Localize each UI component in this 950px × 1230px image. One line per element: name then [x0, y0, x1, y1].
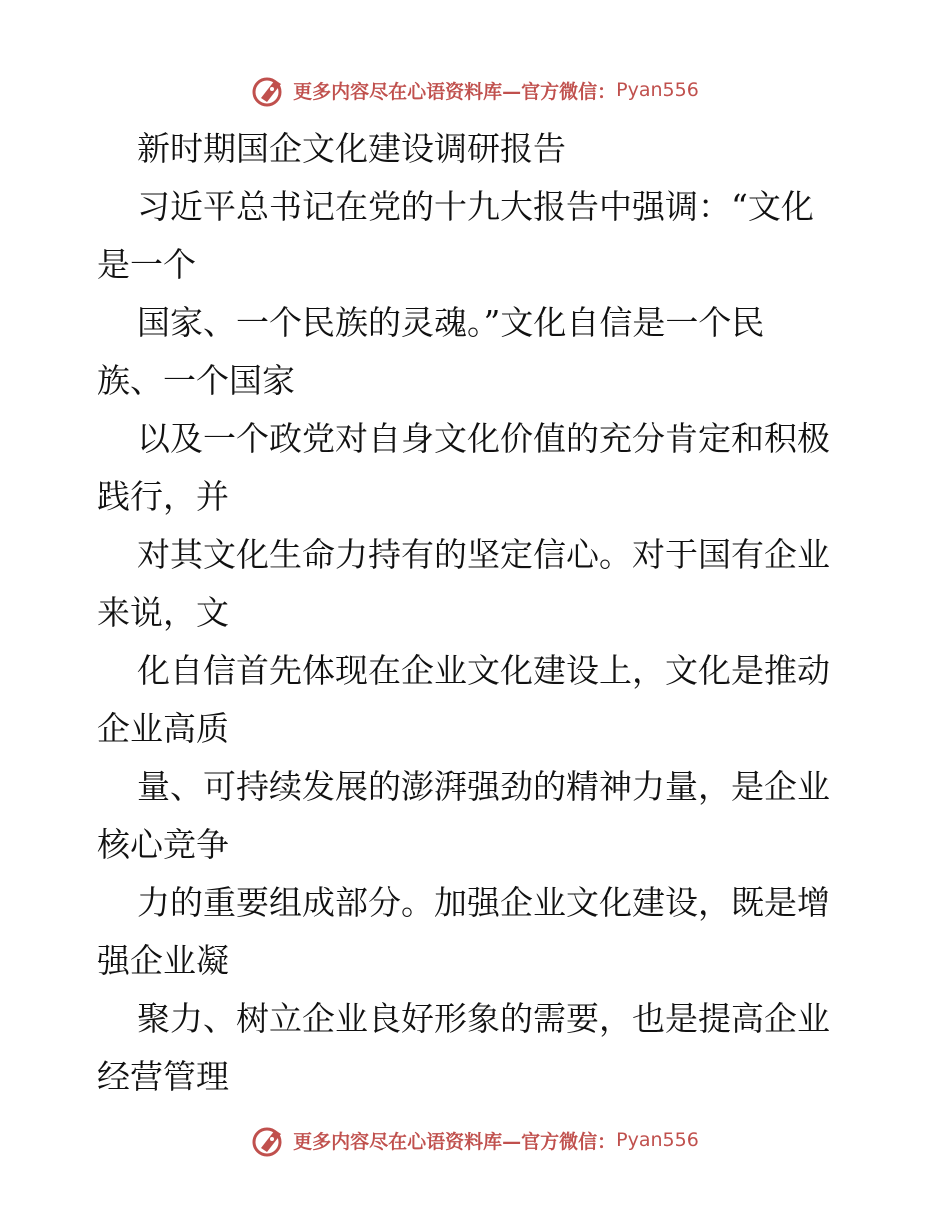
text-line: 践行，并 [97, 477, 229, 516]
document-body [97, 120, 857, 1106]
document-title: 新时期国企文化建设调研报告 [137, 129, 566, 168]
banner-main-text: 更多内容尽在心语资料库—官方微信： [293, 80, 617, 103]
text-line: 经营管理 [97, 1057, 229, 1096]
text-line: 核心竞争 [97, 825, 229, 864]
text-line: 强企业凝 [97, 941, 229, 980]
text-line: 企业高质 [97, 709, 229, 748]
text-line: 以及一个政党对自身文化价值的充分肯定和积极 [137, 419, 830, 458]
banner-wechat-id: Pyan556 [616, 1129, 699, 1151]
text-line: 来说，文 [97, 593, 229, 632]
banner-wechat-id: Pyan556 [616, 79, 699, 101]
text-line: 化自信首先体现在企业文化建设上，文化是推动 [137, 651, 830, 690]
text-line: 国家、一个民族的灵魂。”文化自信是一个民 [137, 303, 765, 342]
header-banner [0, 70, 950, 110]
text-line: 对其文化生命力持有的坚定信心。对于国有企业 [137, 535, 830, 574]
text-line: 族、一个国家 [97, 361, 295, 400]
text-line: 习近平总书记在党的十九大报告中强调：“文化 [137, 187, 814, 226]
text-line: 聚力、树立企业良好形象的需要，也是提高企业 [137, 999, 830, 1038]
pen-nib-logo-icon [251, 1122, 287, 1158]
text-line: 是一个 [97, 245, 196, 284]
banner-main-text: 更多内容尽在心语资料库—官方微信： [293, 1130, 617, 1153]
text-line: 量、可持续发展的澎湃强劲的精神力量，是企业 [137, 767, 830, 806]
pen-nib-logo-icon [251, 72, 287, 108]
text-line: 力的重要组成部分。加强企业文化建设，既是增 [137, 883, 830, 922]
footer-banner [0, 1120, 950, 1160]
